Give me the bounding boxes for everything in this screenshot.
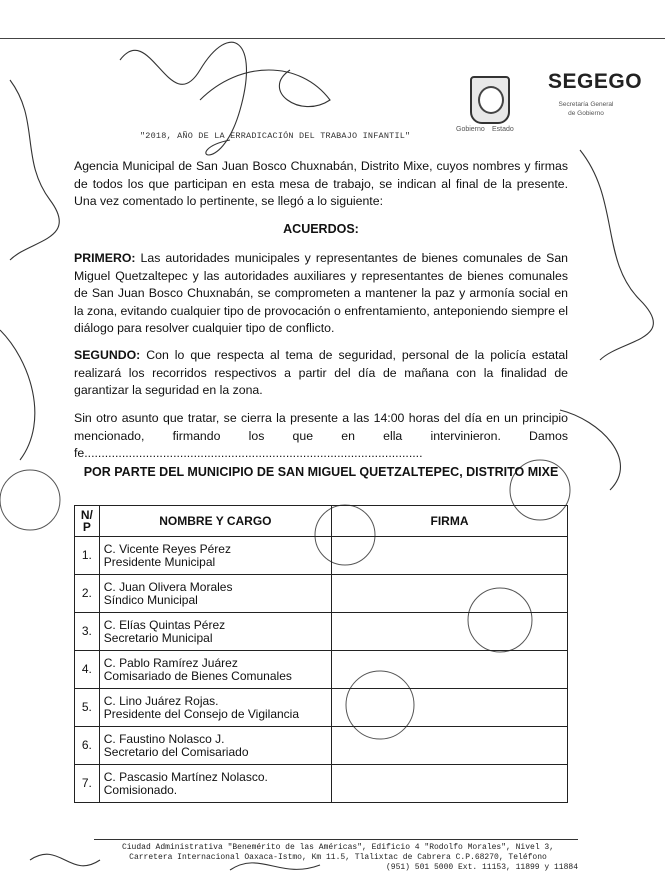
coat-caption-right: Estado	[492, 126, 514, 133]
footer-line-1: Ciudad Administrativa "Benemérito de las Américas", Edificio 4 "Rodolfo Morales", Nivel 3,	[121, 843, 555, 852]
signature-scribble-left	[10, 80, 59, 260]
row-number: 5.	[75, 689, 100, 727]
coat-caption-left: Gobierno	[456, 126, 485, 133]
row-signature	[332, 537, 568, 575]
signatures-section-title: POR PARTE DEL MUNICIPIO DE SAN MIGUEL QUETZALTEPEC, DISTRITO MIXE	[83, 465, 559, 479]
row-role: Presidente Municipal	[103, 554, 216, 569]
row-signature	[332, 689, 568, 727]
header-signature: FIRMA	[332, 506, 568, 537]
row-signature	[332, 727, 568, 765]
header-motto: "2018, AÑO DE LA ERRADICACIÓN DEL TRABAJO INFANTIL"	[140, 131, 411, 141]
row-role: Síndico Municipal	[103, 592, 198, 607]
row-role: Secretario Municipal	[103, 630, 213, 645]
segego-logo-title: SEGEGO	[548, 70, 643, 93]
footer-line-3: (951) 501 5000 Ext. 11153, 11899 y 11884	[385, 863, 578, 872]
row-signature	[332, 613, 568, 651]
top-rule	[0, 38, 665, 39]
row-number: 2.	[75, 575, 100, 613]
signature-scribble-bottom	[30, 854, 100, 866]
primero-label: PRIMERO:	[74, 251, 136, 265]
row-name: C. Pablo Ramírez Juárez	[103, 655, 238, 670]
signature-scribble-top-2	[200, 70, 330, 107]
primero-text: Las autoridades municipales y representantes de bienes comunales de San Miguel Quetzaltepec y las autoridades auxiliares y representantes de bienes comunales de San Juan Bosco Chuxnabán, se comprometen a mantener la paz y armonía social en la zona, evitando cualquier tipo de provocación o enfrentamiento, anteponiendo siempre el diálogo para resolver cualquier tipo de conflicto.	[74, 251, 568, 335]
table-row	[75, 613, 568, 651]
row-name: C. Vicente Reyes Pérez	[103, 541, 231, 556]
row-number: 7.	[75, 765, 100, 803]
row-role: Comisionado.	[103, 782, 178, 797]
table-row	[75, 727, 568, 765]
closing-paragraph: Sin otro asunto que tratar, se cierra la presente a las 14:00 horas del día en un principio mencionado, firmando los que en ella intervinieron. Damos fe...................................................................................................	[74, 411, 568, 460]
coat-of-arms-icon	[470, 76, 510, 124]
row-name-role	[99, 575, 331, 613]
row-signature	[332, 575, 568, 613]
row-role: Secretario del Comisariado	[103, 744, 249, 759]
header-name-role: NOMBRE Y CARGO	[99, 506, 331, 537]
row-name-role	[99, 651, 331, 689]
row-signature	[332, 651, 568, 689]
row-name-role	[99, 689, 331, 727]
footer-line-2: Carretera Internacional Oaxaca-Istmo, Km 11.5, Tlalixtac de Cabrera C.P.68270, Teléfono	[129, 853, 547, 862]
row-name: C. Lino Juárez Rojas.	[103, 693, 219, 708]
primero-paragraph	[74, 250, 568, 338]
row-name-role	[99, 613, 331, 651]
intro-paragraph: Agencia Municipal de San Juan Bosco Chuxnabán, Distrito Mixe, cuyos nombres y firmas de todos los que participan en esta mesa de trabajo, se indican al final de la presente. Una vez comentado lo pertinente, se llegó a lo siguiente:	[74, 159, 568, 208]
table-row	[75, 537, 568, 575]
acuerdos-heading: ACUERDOS:	[283, 222, 359, 236]
segundo-text: Con lo que respecta al tema de seguridad, personal de la policía estatal realizará los recorridos respectivos a partir del día de mañana con la finalidad de garantizar la seguridad en la zona.	[74, 348, 568, 397]
table-row	[75, 575, 568, 613]
row-number: 4.	[75, 651, 100, 689]
row-signature	[332, 765, 568, 803]
row-name-role	[99, 765, 331, 803]
stamp-circle-left	[0, 470, 60, 530]
logo-block	[456, 70, 662, 140]
row-name-role	[99, 727, 331, 765]
signature-scribble-right-2	[560, 410, 620, 490]
segego-logo-subtitle: Secretaría General de Gobierno	[558, 101, 614, 117]
signature-scribble-right	[580, 150, 653, 360]
row-name: C. Pascasio Martínez Nolasco.	[103, 769, 268, 784]
row-number: 1.	[75, 537, 100, 575]
row-number: 6.	[75, 727, 100, 765]
row-name: C. Faustino Nolasco J.	[103, 731, 225, 746]
segundo-label: SEGUNDO:	[74, 348, 141, 362]
row-number: 3.	[75, 613, 100, 651]
table-header-row	[75, 506, 568, 537]
row-name: C. Elías Quintas Pérez	[103, 617, 226, 632]
table-row	[75, 651, 568, 689]
row-name: C. Juan Olivera Morales	[103, 579, 233, 594]
row-role: Comisariado de Bienes Comunales	[103, 668, 292, 683]
header-number: N/ P	[75, 506, 100, 537]
signatures-table	[74, 505, 568, 803]
signature-scribble-left-2	[0, 330, 35, 460]
segundo-paragraph	[74, 347, 568, 400]
table-row	[75, 689, 568, 727]
row-name-role	[99, 537, 331, 575]
footer-rule	[94, 839, 578, 840]
table-row	[75, 765, 568, 803]
footer-address	[98, 843, 578, 873]
row-role: Presidente del Consejo de Vigilancia	[103, 706, 300, 721]
